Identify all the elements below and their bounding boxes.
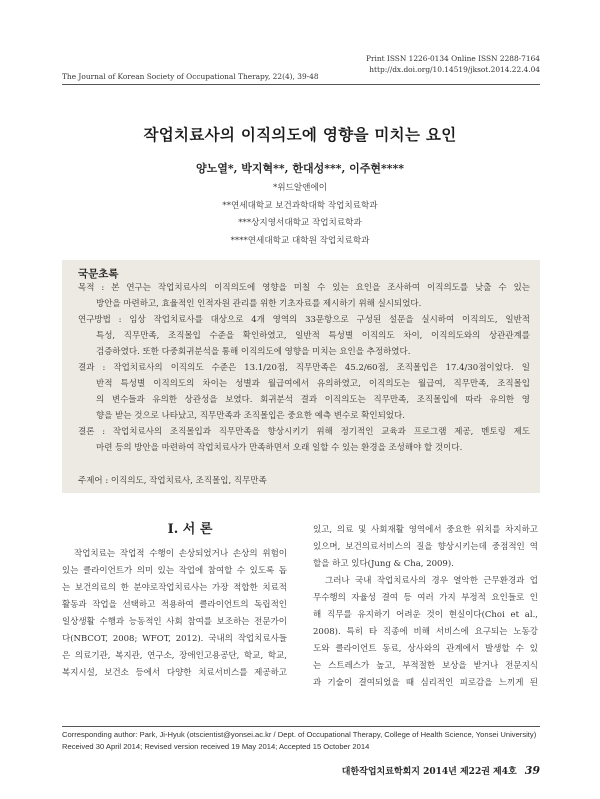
abstract-line: 향을 받는 것으로 나타났고, 직무만족과 조직몰입은 중요한 예측 변수로 확인되었다. <box>96 411 405 421</box>
abstract-line: 결과 : 작업치료사의 이직의도 수준은 13.1/20점, 직무만족은 45.2/60점, 조직몰입은 17.4/30점이었다. 일 <box>78 363 530 373</box>
journal-footer-text: 대한작업치료학회지 2014년 제22권 제4호 <box>341 767 517 777</box>
affiliation-2: **연세대학교 보건과학대학 작업치료학과 <box>222 200 378 211</box>
abstract-line: 마련 등의 방안을 마련하여 작업치료사가 만족하면서 오래 일할 수 있는 환경을 조성해야 할 것이다. <box>96 443 463 453</box>
page-number: 39 <box>524 764 540 777</box>
footnote-divider <box>62 726 540 727</box>
body-line: 있고, 의료 및 사회재활 영역에서 중요한 위치를 차지하고 <box>313 525 538 535</box>
body-line: 도와 클라이언트 동료, 상사와의 관계에서 발생할 수 있 <box>313 644 538 654</box>
abstract-line: 결론 : 작업치료사의 조직몰입과 직무만족을 향상시키기 위해 정기적인 교육과 프로그램 제공, 멘토링 제도 <box>78 427 530 437</box>
abstract-line: 반적 특성별 이직의도의 차이는 성별과 월급여에서 유의하였고, 이직의도는 월급여, 직무만족, 조직몰입 <box>96 379 530 389</box>
body-line: 은 의료기관, 복지관, 연구소, 장애인고용공단, 학교, 학교, <box>62 651 287 661</box>
body-line: 2008). 특히 타 직종에 비해 서비스에 요구되는 노동강 <box>313 627 538 637</box>
header-divider <box>62 84 540 85</box>
journal-footer <box>342 764 540 777</box>
abstract-line: 검증하였다. 또한 다중회귀분석을 통해 이직의도에 영향을 미치는 요인을 추정하였다. <box>96 347 411 357</box>
abstract-line: 특성, 직무만족, 조직몰입 수준을 확인하였고, 일반적 특성별 이직의도 차이, 이직의도와의 상관관계를 <box>96 331 530 341</box>
abstract-line: 방안을 마련하고, 효율적인 인적자원 관리를 위한 기초자료를 제시하기 위해 실시되었다. <box>96 299 422 309</box>
abstract-line: 연구방법 : 임상 작업치료사를 대상으로 4개 영역의 33문항으로 구성된 설문을 실시하여 이직의도, 일반적 <box>78 315 530 325</box>
manuscript-dates: Received 30 April 2014; Revised version received 19 May 2014; Accepted 15 October 2014 <box>62 742 370 751</box>
body-line: 는 보건의료의 한 분야로작업치료사는 가장 적합한 치료적 <box>62 583 287 593</box>
corresponding-author: Corresponding author: Park, Ji-Hyuk (otscientist@yonsei.ac.kr / Dept. of Occupational Therapy, College of Health Science, Yonsei University) <box>62 730 537 739</box>
paper-title: 작업치료사의 이직의도에 영향을 미치는 요인 <box>143 125 457 144</box>
body-line: 그러나 국내 작업치료사의 경우 열악한 근무환경과 업 <box>325 576 538 586</box>
body-line: 활동과 작업을 선택하고 적용하여 클라이언트의 독립적인 <box>62 600 287 610</box>
issn-doi-block <box>366 53 540 75</box>
abstract-line: 의 변수들과 유의한 상관성을 보였다. 회귀분석 결과 이직의도는 직무만족, 조직몰입에 따라 유의한 영 <box>96 395 530 405</box>
journal-citation: The Journal of Korean Society of Occupational Therapy, 22(4), 39-48 <box>62 72 319 81</box>
body-line: 는 스트레스가 높고, 부적절한 보상을 받거나 전문지식 <box>313 661 538 671</box>
body-line: 복지시설, 보건소 등에서 다양한 치료서비스를 제공하고 <box>62 668 287 678</box>
affiliation-4: ****연세대학교 대학원 작업치료학과 <box>230 235 370 246</box>
body-line: 과 기술이 결여되었을 때 심리적인 피로감을 느끼게 된 <box>313 678 538 688</box>
body-line: 작업치료는 작업적 수행이 손상되었거나 손상의 위험이 <box>74 549 287 559</box>
keywords: 주제어 : 이직의도, 작업치료사, 조직몰입, 직무만족 <box>78 476 267 486</box>
abstract-box <box>62 260 540 493</box>
body-line: 다(NBCOT, 2008; WFOT, 2012). 국내의 작업치료사들 <box>62 634 287 644</box>
body-line: 할을 하고 있다(Jung & Cha, 2009). <box>313 559 454 569</box>
body-line: 있는 클라이언트가 의미 있는 작업에 참여할 수 있도록 돕 <box>62 566 287 576</box>
body-line: 무수행의 자율성 결여 등 여러 가지 부정적 요인들로 인 <box>313 593 538 603</box>
affiliation-3: ***상지영서대학교 작업치료학과 <box>238 218 362 228</box>
body-line: 있으며, 보건의료서비스의 질을 향상시키는데 중점적인 역 <box>313 542 538 552</box>
body-line: 일상생활 수행과 능동적인 사회 참여를 보조하는 전문가이 <box>62 617 287 627</box>
doi-link[interactable]: http://dx.doi.org/10.14519/jksot.2014.22.4.04 <box>369 65 540 74</box>
author-list: 양노열*, 박지혁**, 한대성***, 이주현**** <box>195 162 404 175</box>
section-title-introduction: Ⅰ. 서 론 <box>167 522 213 537</box>
affiliation-1: *위드알앤에이 <box>272 183 328 193</box>
body-line: 해 직무를 유지하기 어려운 것이 현실이다(Choi et al., <box>313 610 538 620</box>
abstract-line: 목적 : 본 연구는 작업치료사의 이직의도에 영향을 미칠 수 있는 요인을 조사하여 이직의도를 낮출 수 있는 <box>78 283 530 293</box>
affiliation-list <box>0 180 600 250</box>
abstract-heading: 국문초록 <box>78 268 119 280</box>
issn-text: Print ISSN 1226-0134 Online ISSN 2288-7164 <box>365 54 540 63</box>
